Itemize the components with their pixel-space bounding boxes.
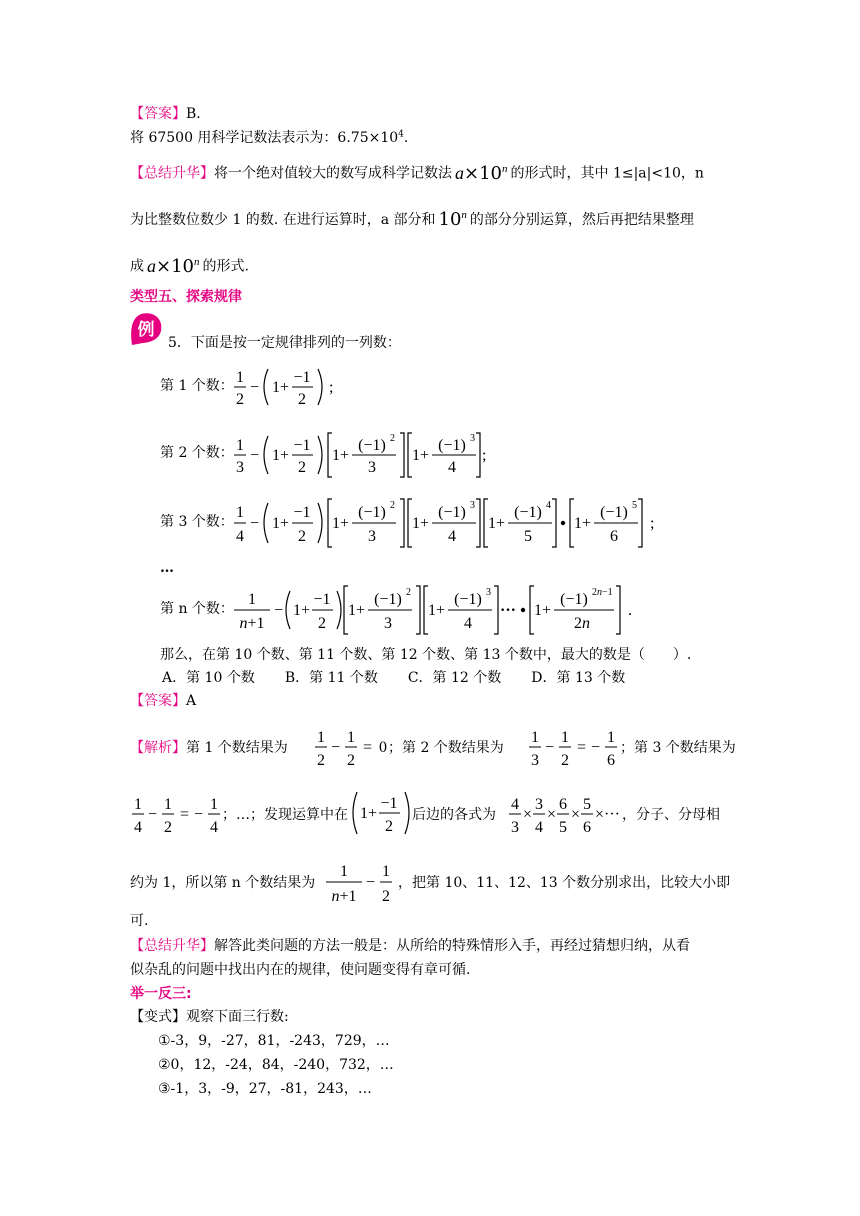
svg-text:1+: 1+ bbox=[332, 447, 350, 464]
svg-text:1: 1 bbox=[236, 437, 244, 454]
svg-text:1: 1 bbox=[561, 729, 569, 746]
answer-detail-text: 将 67500 用科学记数法表示为：6.75×10 bbox=[130, 130, 399, 146]
svg-text:4: 4 bbox=[464, 615, 472, 632]
option-c: C．第 12 个数 bbox=[407, 670, 502, 686]
svg-text:1+: 1+ bbox=[272, 515, 290, 532]
svg-text:=: = bbox=[577, 739, 587, 756]
svg-text:−: − bbox=[250, 515, 260, 532]
svg-text:−: − bbox=[148, 806, 158, 823]
analysis-text-3b: ，把第 10、11、12、13 个数分别求出，比较大小即 bbox=[398, 875, 731, 891]
options bbox=[162, 668, 625, 688]
svg-text:1: 1 bbox=[317, 729, 325, 746]
answer-exponent: 4 bbox=[398, 129, 404, 140]
practice-heading: 举一反三: bbox=[130, 986, 192, 1002]
svg-text:2: 2 bbox=[347, 752, 355, 769]
analysis-text-1c: ；第 3 个数结果为 bbox=[620, 740, 736, 756]
svg-text:1: 1 bbox=[607, 729, 615, 746]
svg-text:−1: −1 bbox=[313, 591, 331, 608]
svg-text:−1: −1 bbox=[293, 437, 311, 454]
svg-text:−: − bbox=[366, 874, 376, 891]
svg-text:4: 4 bbox=[448, 528, 456, 545]
svg-text:3: 3 bbox=[368, 528, 376, 545]
sequence-row-1: ①-3，9，-27，81，-243，729，… bbox=[158, 1033, 390, 1049]
summary-5-tag: 【总结升华】 bbox=[130, 938, 214, 954]
svg-text:2: 2 bbox=[385, 818, 393, 835]
section-heading-5: 类型五、探索规律 bbox=[130, 289, 242, 305]
option-a: A．第 10 个数 bbox=[162, 670, 255, 686]
svg-text:2: 2 bbox=[298, 391, 306, 408]
item-2-label: 第 2 个数： bbox=[160, 445, 234, 461]
summary-5-line-2: 似杂乱的问题中找出内在的规律，使问题变得有章可循. bbox=[130, 962, 471, 978]
svg-text:···: ··· bbox=[500, 602, 517, 619]
analysis-text-1a: 第 1 个数结果为 bbox=[186, 740, 288, 756]
svg-text:.: . bbox=[628, 602, 632, 619]
svg-text:1+: 1+ bbox=[574, 515, 592, 532]
formula-a-times-10n: $a\times 10^n$ bbox=[455, 163, 508, 184]
formula-item-2 bbox=[232, 430, 492, 480]
svg-text:5: 5 bbox=[524, 528, 532, 545]
summary-text-2b: 的部分分别运算，然后再把结果整理 bbox=[469, 212, 694, 228]
svg-text:1+: 1+ bbox=[332, 515, 350, 532]
svg-text:3: 3 bbox=[470, 433, 475, 444]
svg-text:4: 4 bbox=[546, 500, 551, 511]
ellipsis: … bbox=[160, 560, 174, 576]
svg-text:2: 2 bbox=[406, 587, 411, 598]
svg-text:−: − bbox=[274, 602, 284, 619]
svg-text:1: 1 bbox=[382, 863, 390, 880]
analysis-text-3a: 约为 1，所以第 n 个数结果为 bbox=[130, 875, 316, 891]
svg-text:(−1): (−1) bbox=[358, 437, 386, 454]
svg-text:3: 3 bbox=[384, 615, 392, 632]
svg-text:=: = bbox=[180, 806, 190, 823]
svg-text:1+: 1+ bbox=[293, 602, 311, 619]
svg-text:n+1: n+1 bbox=[239, 615, 265, 632]
formula-item-1 bbox=[232, 365, 342, 409]
svg-text:−: − bbox=[331, 739, 341, 756]
svg-text:2n−1: 2n−1 bbox=[592, 587, 613, 598]
analysis-text-2b: 后边的各式为 bbox=[412, 807, 496, 823]
question-ask: 那么，在第 10 个数、第 11 个数、第 12 个数、第 13 个数中，最大的数是（ ）. bbox=[160, 647, 692, 663]
svg-text:(−1): (−1) bbox=[560, 591, 588, 608]
svg-text:1: 1 bbox=[340, 863, 348, 880]
summary-text-2a: 为比整数位数少 1 的数. 在进行运算时，a 部分和 bbox=[130, 212, 436, 228]
option-b: B．第 11 个数 bbox=[284, 670, 378, 686]
answer-line bbox=[130, 104, 201, 124]
summary-5-text-1: 解答此类问题的方法一般是：从所给的特殊情形入手，再经过猜想归纳，从看 bbox=[214, 938, 690, 954]
svg-text:1: 1 bbox=[210, 796, 218, 813]
svg-text:;: ; bbox=[482, 447, 487, 464]
svg-text:(−1): (−1) bbox=[358, 504, 386, 521]
svg-text:(−1): (−1) bbox=[600, 504, 628, 521]
svg-text:1: 1 bbox=[248, 591, 256, 608]
svg-text:6: 6 bbox=[583, 819, 591, 836]
svg-text:2: 2 bbox=[390, 433, 395, 444]
svg-text:×···: ×··· bbox=[595, 806, 621, 823]
svg-text:−: − bbox=[545, 739, 555, 756]
svg-text:1+: 1+ bbox=[272, 447, 290, 464]
svg-text:1: 1 bbox=[236, 369, 244, 386]
svg-text:−1: −1 bbox=[293, 504, 311, 521]
svg-text:3: 3 bbox=[535, 796, 543, 813]
example-badge-icon bbox=[129, 312, 163, 346]
analysis-text-1b: ；第 2 个数结果为 bbox=[388, 740, 504, 756]
answer-value: B. bbox=[186, 106, 201, 122]
analysis-text-2a: ；…；发现运算中在 bbox=[222, 807, 348, 823]
svg-text:1: 1 bbox=[347, 729, 355, 746]
svg-text:3: 3 bbox=[511, 819, 519, 836]
svg-text:−1: −1 bbox=[380, 795, 398, 812]
summary-text-3a: 成 bbox=[130, 258, 144, 275]
svg-text:4: 4 bbox=[511, 796, 519, 813]
option-d: D．第 13 个数 bbox=[531, 670, 626, 686]
svg-text:4: 4 bbox=[210, 819, 218, 836]
svg-text:4: 4 bbox=[236, 528, 244, 545]
svg-text:2: 2 bbox=[317, 752, 325, 769]
svg-text:5: 5 bbox=[583, 796, 591, 813]
formula-item-3 bbox=[232, 496, 662, 552]
question-stem: 5．下面是按一定规律排列的一列数： bbox=[168, 335, 401, 351]
svg-text:3: 3 bbox=[470, 500, 475, 511]
answer-detail-end: . bbox=[403, 130, 409, 146]
svg-text:(−1): (−1) bbox=[374, 591, 402, 608]
formula-a-times-10n-2: $a\times 10^n$ bbox=[147, 256, 200, 277]
svg-text:1: 1 bbox=[531, 729, 539, 746]
formula-bracket-1 bbox=[349, 788, 415, 838]
svg-text:n+1: n+1 bbox=[331, 888, 357, 905]
svg-text:6: 6 bbox=[607, 752, 615, 769]
variant-text: 观察下面三行数: bbox=[186, 1009, 289, 1025]
svg-text:5: 5 bbox=[632, 500, 637, 511]
svg-text:;: ; bbox=[650, 515, 655, 532]
svg-text:1+: 1+ bbox=[428, 602, 446, 619]
svg-text:2: 2 bbox=[390, 500, 395, 511]
answer-tag: 【答案】 bbox=[130, 106, 186, 122]
svg-text:(−1): (−1) bbox=[514, 504, 542, 521]
answer-5 bbox=[130, 691, 196, 711]
svg-text:1: 1 bbox=[134, 796, 142, 813]
svg-text:4: 4 bbox=[134, 819, 142, 836]
variant-line bbox=[130, 1007, 289, 1027]
svg-text:;: ; bbox=[329, 379, 334, 396]
svg-text:2: 2 bbox=[298, 459, 306, 476]
summary-line-2 bbox=[130, 210, 694, 230]
svg-text:5: 5 bbox=[559, 819, 567, 836]
summary-text-1a: 将一个绝对值较大的数写成科学记数法 bbox=[214, 165, 452, 182]
svg-text:(−1): (−1) bbox=[454, 591, 482, 608]
svg-text:1+: 1+ bbox=[412, 515, 430, 532]
svg-text:1+: 1+ bbox=[534, 602, 552, 619]
item-1-label: 第 1 个数： bbox=[160, 378, 234, 394]
answer-detail bbox=[130, 128, 408, 148]
svg-text:2: 2 bbox=[236, 391, 244, 408]
svg-text:3: 3 bbox=[236, 459, 244, 476]
svg-text:0: 0 bbox=[379, 739, 387, 756]
svg-text:−: − bbox=[250, 379, 260, 396]
svg-text:−: − bbox=[591, 739, 601, 756]
svg-text:×: × bbox=[523, 806, 533, 823]
analysis-text-4: 可. bbox=[130, 913, 149, 929]
summary-line-3 bbox=[130, 256, 249, 277]
svg-text:×: × bbox=[571, 806, 581, 823]
svg-text:2: 2 bbox=[382, 888, 390, 905]
analysis-text-2c: ，分子、分母相 bbox=[622, 807, 720, 823]
svg-text:1+: 1+ bbox=[412, 447, 430, 464]
variant-tag: 【变式】 bbox=[130, 1009, 186, 1025]
answer-5-value: A bbox=[186, 693, 197, 709]
svg-text:3: 3 bbox=[368, 459, 376, 476]
svg-text:−: − bbox=[194, 806, 204, 823]
svg-text:1+: 1+ bbox=[348, 602, 366, 619]
svg-text:1: 1 bbox=[236, 504, 244, 521]
svg-text:(−1): (−1) bbox=[438, 437, 466, 454]
svg-text:×: × bbox=[547, 806, 557, 823]
svg-text:6: 6 bbox=[559, 796, 567, 813]
sequence-row-2: ②0，12，-24，84，-240，732，… bbox=[158, 1057, 394, 1073]
svg-text:2n: 2n bbox=[574, 615, 590, 632]
summary-5-line-1 bbox=[130, 936, 690, 956]
svg-text:1+: 1+ bbox=[488, 515, 506, 532]
svg-text:1+: 1+ bbox=[272, 379, 290, 396]
answer-5-tag: 【答案】 bbox=[130, 693, 186, 709]
item-n-label: 第 n 个数： bbox=[160, 601, 234, 617]
summary-line-1 bbox=[130, 163, 704, 184]
svg-text:2: 2 bbox=[298, 528, 306, 545]
formula-product bbox=[507, 790, 637, 838]
formula-item-n bbox=[232, 583, 652, 639]
svg-text:=: = bbox=[363, 739, 373, 756]
svg-text:−: − bbox=[250, 447, 260, 464]
item-3-label: 第 3 个数： bbox=[160, 514, 234, 530]
summary-text-3b: 的形式. bbox=[202, 258, 249, 275]
summary-text-1b: 的形式时，其中 1≤|a|<10，n bbox=[510, 165, 704, 182]
analysis-line-1 bbox=[130, 738, 288, 758]
svg-text:2: 2 bbox=[164, 819, 172, 836]
svg-text:3: 3 bbox=[486, 587, 491, 598]
sequence-row-3: ③-1，3，-9，27，-81，243，… bbox=[158, 1081, 372, 1097]
svg-text:3: 3 bbox=[531, 752, 539, 769]
formula-result-n bbox=[324, 857, 404, 907]
svg-text:2: 2 bbox=[561, 752, 569, 769]
svg-text:2: 2 bbox=[318, 615, 326, 632]
svg-text:4: 4 bbox=[448, 459, 456, 476]
summary-tag: 【总结升华】 bbox=[130, 165, 214, 182]
svg-text:−1: −1 bbox=[293, 369, 311, 386]
svg-text:6: 6 bbox=[610, 528, 618, 545]
badge-text: 例 bbox=[137, 320, 155, 340]
analysis-tag: 【解析】 bbox=[130, 740, 186, 756]
svg-text:4: 4 bbox=[535, 819, 543, 836]
svg-text:1+: 1+ bbox=[360, 805, 378, 822]
svg-text:1: 1 bbox=[164, 796, 172, 813]
formula-10n: 10$^n$ bbox=[438, 209, 467, 230]
svg-text:(−1): (−1) bbox=[438, 504, 466, 521]
